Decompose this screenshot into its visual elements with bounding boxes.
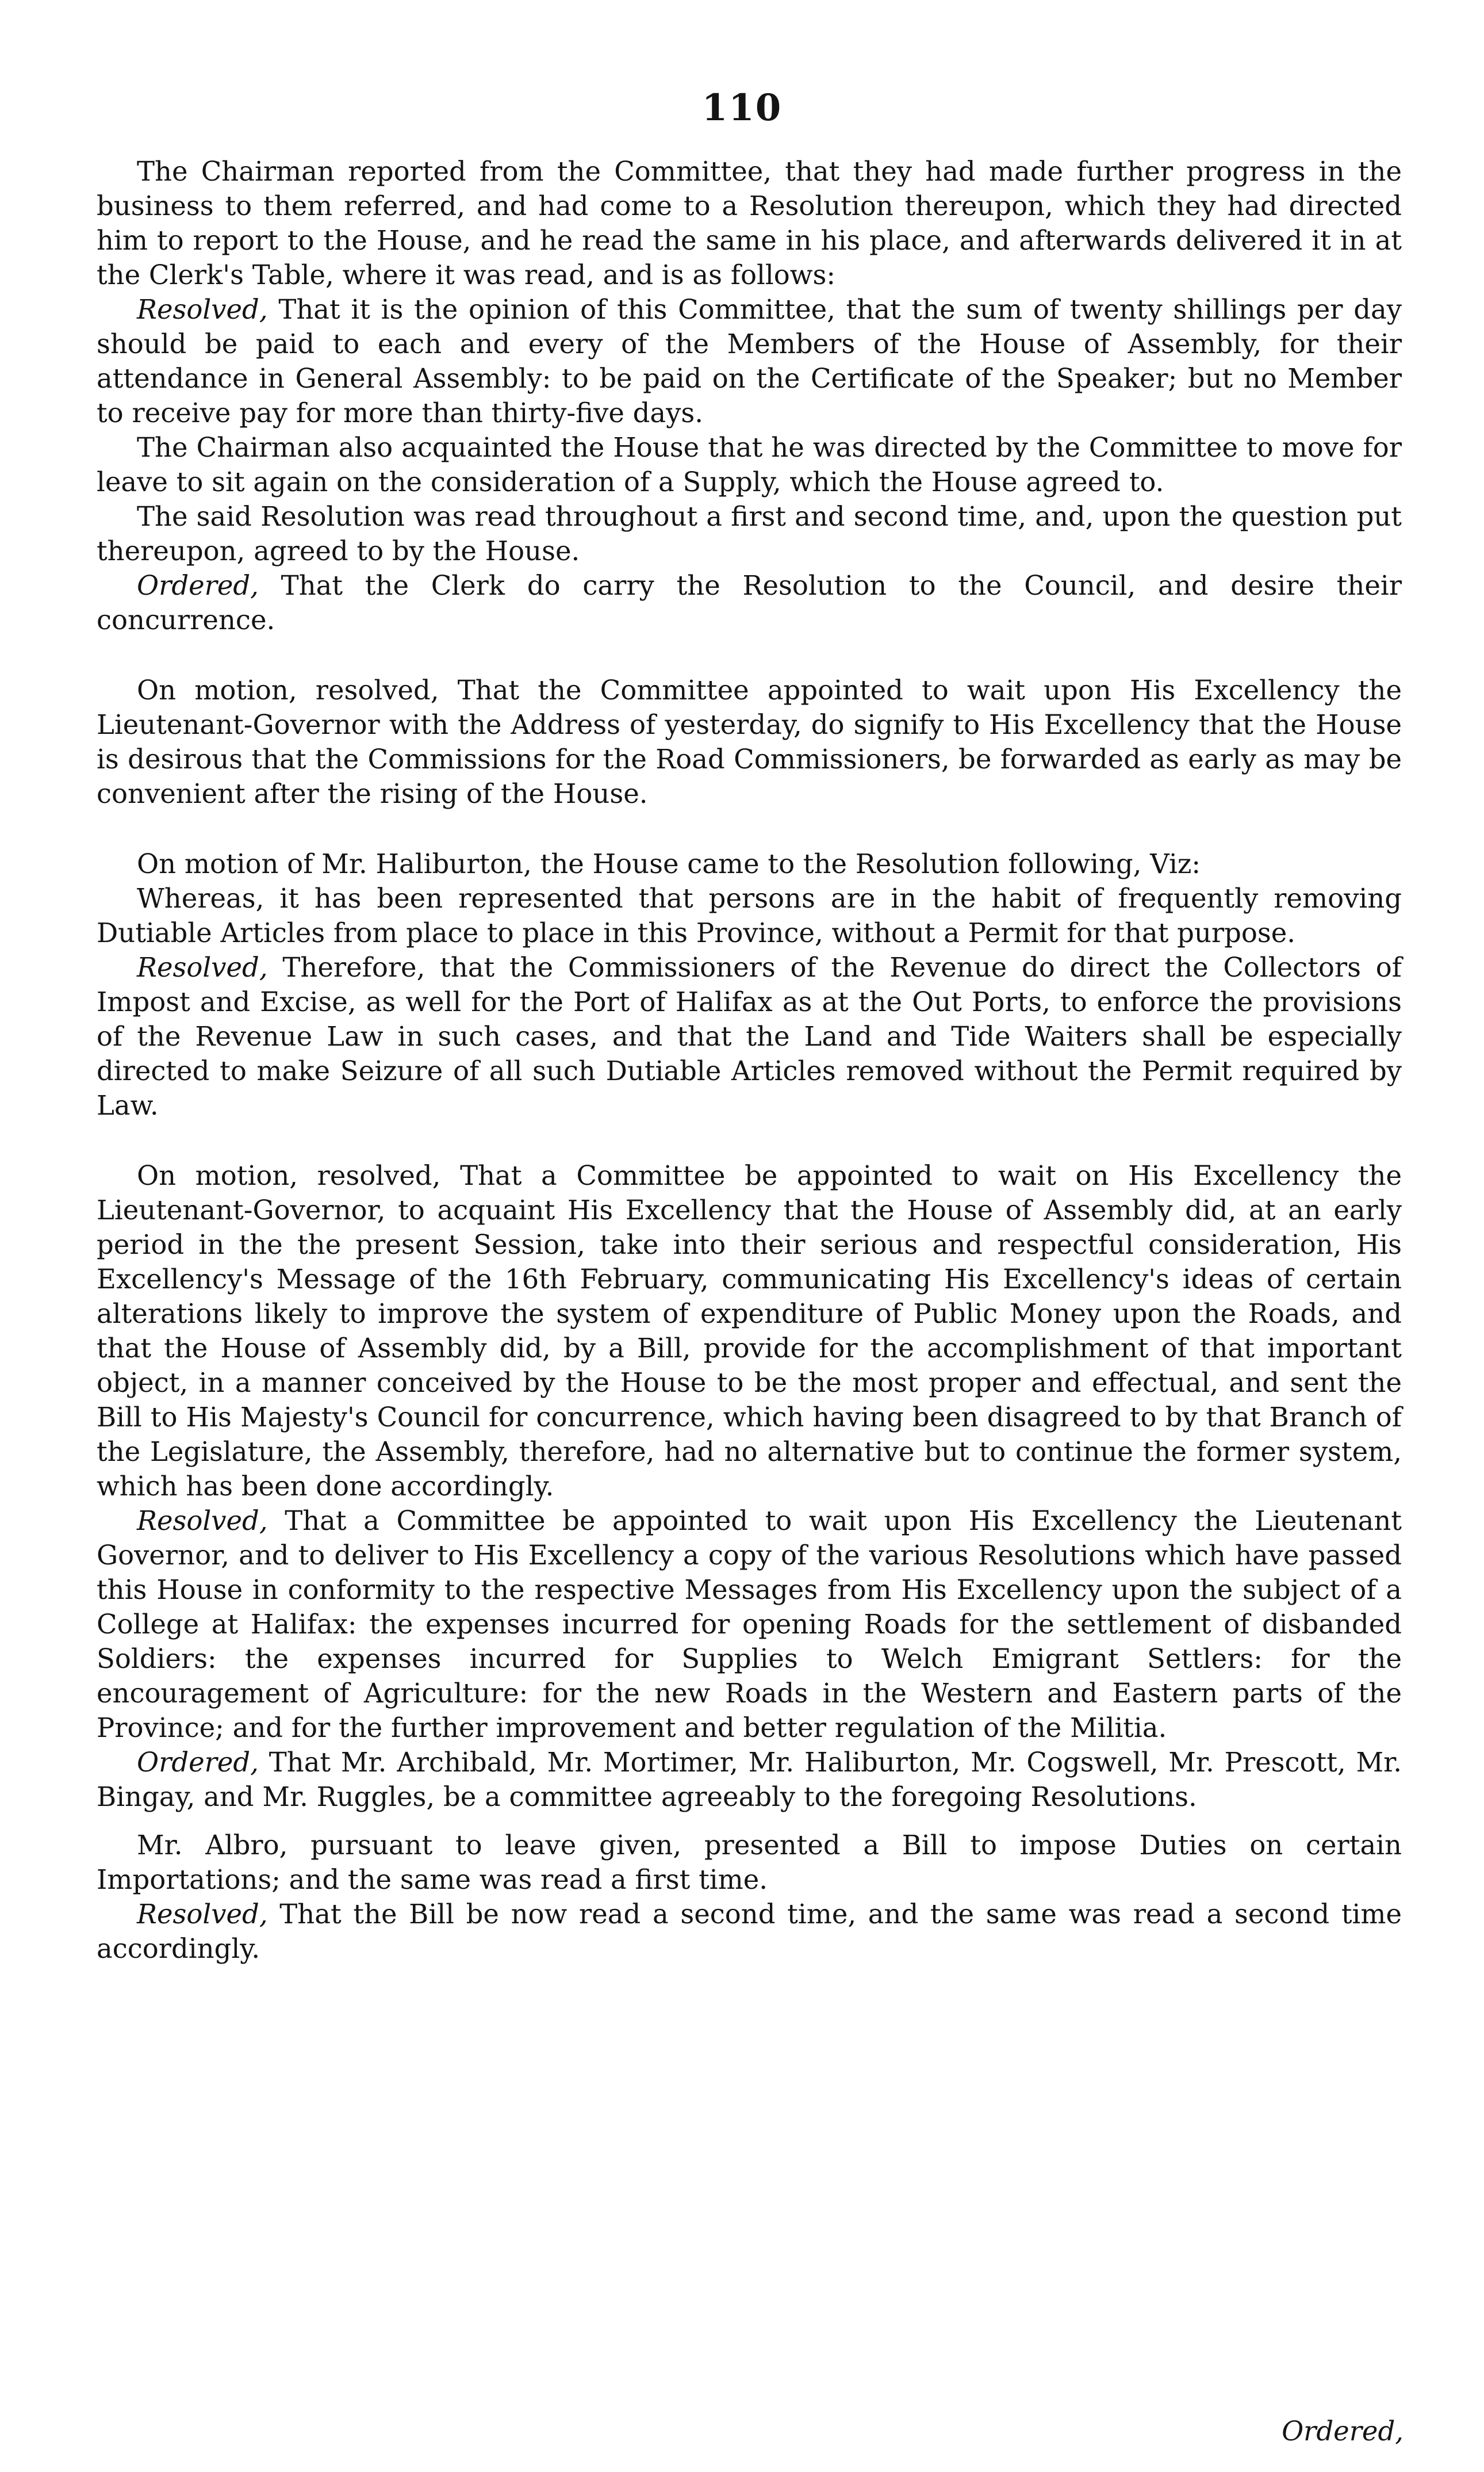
paragraph-lead: Resolved, <box>137 1899 268 1930</box>
paragraph-committee-roads <box>97 1158 1402 1503</box>
page-number: 110 <box>701 86 783 129</box>
journal-text <box>97 154 1402 1966</box>
paragraph-lead: Resolved, <box>137 952 268 983</box>
paragraph-chairman-report <box>97 154 1402 292</box>
paragraph-ordered-clerk <box>97 568 1402 637</box>
paragraph-ordered-committee <box>97 1745 1402 1814</box>
paragraph-text: Therefore, that the Commissioners of the Revenue do direct the Collectors of Impost and Excise, as well for the Port of Halifax as at the Out Ports, to enforce the provisions of the Revenue Law in such cases, and that the Land and Tide Waiters shall be especially directed to make Seizure of all such Dutiable Articles removed without the Permit required by Law. <box>97 952 1402 1121</box>
paragraph-lead: Resolved, <box>137 1505 268 1536</box>
paragraph-lead: Resolved, <box>137 294 268 325</box>
paragraph-haliburton-motion <box>97 847 1402 881</box>
paragraph-lead: Ordered, <box>137 570 259 601</box>
paragraph-resolution-read <box>97 499 1402 568</box>
catchword: Ordered, <box>1282 2416 1404 2447</box>
paragraph-whereas <box>97 881 1402 950</box>
paragraph-text: On motion of Mr. Haliburton, the House came to the Resolution following, Viz: <box>137 848 1201 879</box>
paragraph-text: On motion, resolved, That the Committee appointed to wait upon His Excellency the Lieutenant-Governor with the Address of yesterday, do signify to His Excellency that the House is desirous that the Commissions for the Road Commissioners, be forwarded as early as may be convenient after the rising of the House. <box>97 675 1402 809</box>
paragraph-resolved-college <box>97 1503 1402 1745</box>
paragraph-second-reading <box>97 1897 1402 1966</box>
paragraph-text: The Chairman also acquainted the House that he was directed by the Committee to move for leave to sit again on the consideration of a Supply, which the House agreed to. <box>97 432 1402 498</box>
paragraph-text: That it is the opinion of this Committee, that the sum of twenty shillings per day should be paid to each and every of the Members of the House of Assembly, for their attendance in General Assembly: to be paid on the Certificate of the Speaker; but no Member to receive pay for more than thirty-five days. <box>97 294 1402 428</box>
paragraph-road-commissions <box>97 673 1402 811</box>
paragraph-text: On motion, resolved, That a Committee be appointed to wait on His Excellency the Lieutenant-Governor, to acquaint His Excellency that the House of Assembly did, at an early period in the the present Session, take into their serious and respectful consideration, His Excellency's Message of the 16th February, communicating His Excellency's ideas of certain alterations likely to improve the system of expenditure of Public Money upon the Roads, and that the House of Assembly did, by a Bill, provide for the accomplishment of that important object, in a manner conceived by the House to be the most proper and effectual, and sent the Bill to His Majesty's Council for concurrence, which having been disagreed to by that Branch of the Legislature, the Assembly, therefore, had no alternative but to continue the former system, which has been done accordingly. <box>97 1160 1402 1502</box>
paragraph-leave-to-sit <box>97 430 1402 499</box>
paragraph-text: The Chairman reported from the Committee, that they had made further progress in the business to them referred, and had come to a Resolution thereupon, which they had directed him to report to the House, and he read the same in his place, and afterwards delivered it in at the Clerk's Table, where it was read, and is as follows: <box>97 156 1402 290</box>
paragraph-text: That the Bill be now read a second time, and the same was read a second time accordingly. <box>97 1899 1402 1964</box>
paragraph-resolved-revenue <box>97 950 1402 1123</box>
paragraph-text: The said Resolution was read throughout a first and second time, and, upon the question put thereupon, agreed to by the House. <box>97 501 1402 567</box>
paragraph-text: That Mr. Archibald, Mr. Mortimer, Mr. Haliburton, Mr. Cogswell, Mr. Prescott, Mr. Bingay, and Mr. Ruggles, be a committee agreeably to the foregoing Resolutions. <box>97 1747 1402 1812</box>
paragraph-text: Whereas, it has been represented that persons are in the habit of frequently removing Dutiable Articles from place to place in this Province, without a Permit for that purpose. <box>97 883 1402 948</box>
paragraph-resolved-pay <box>97 292 1402 430</box>
paragraph-albro-bill <box>97 1828 1402 1897</box>
paragraph-lead: Ordered, <box>137 1747 259 1778</box>
paragraph-text: That a Committee be appointed to wait upon His Excellency the Lieutenant Governor, and to deliver to His Excellency a copy of the various Resolutions which have passed this House in conformity to the respective Messages from His Excellency upon the subject of a College at Halifax: the expenses incurred for opening Roads for the settlement of disbanded Soldiers: the expenses incurred for Supplies to Welch Emigrant Settlers: for the encouragement of Agriculture: for the new Roads in the Western and Eastern parts of the Province; and for the further improvement and better regulation of the Militia. <box>97 1505 1402 1743</box>
paragraph-text: That the Clerk do carry the Resolution to the Council, and desire their concurrence. <box>97 570 1402 636</box>
paragraph-text: Mr. Albro, pursuant to leave given, presented a Bill to impose Duties on certain Importations; and the same was read a first time. <box>97 1830 1402 1895</box>
